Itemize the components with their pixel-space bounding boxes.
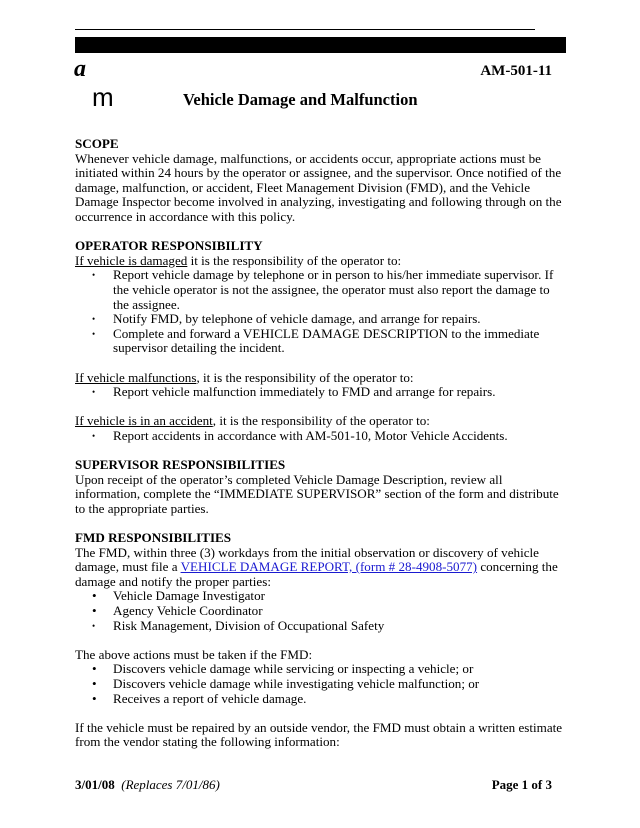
bullet-icon: • — [92, 661, 97, 677]
bullet-icon: • — [92, 675, 97, 691]
operator-section — [75, 239, 567, 443]
malfunction-lead: If vehicle malfunctions — [75, 369, 197, 385]
supervisor-section — [75, 458, 567, 516]
page-title: Vehicle Damage and Malfunction — [183, 90, 418, 109]
supervisor-text: Upon receipt of the operator’s completed Vehicle Damage Description, review all information, complete the “IMMEDIATE SUPERVISOR” section of the form and distribute to the appropriate parties. — [75, 471, 559, 516]
bullet-icon: • — [92, 603, 97, 618]
malfunction-rest: , it is the responsibility of the operator to: — [196, 369, 414, 385]
malfunction-intro — [75, 371, 567, 386]
actions-intro: The above actions must be taken if the FMD: — [75, 646, 313, 662]
damaged-intro — [75, 254, 567, 269]
bullet-icon: • — [92, 270, 96, 281]
list-item: • Risk Management, Division of Occupational Safety — [92, 617, 385, 633]
revision-date: 3/01/08 — [75, 777, 115, 792]
actions-list — [75, 662, 567, 706]
supervisor-heading: SUPERVISOR RESPONSIBILITIES — [75, 457, 286, 473]
list-item: • Discovers vehicle damage while servicing or inspecting a vehicle; or — [92, 661, 474, 677]
malfunction-list — [75, 385, 567, 400]
header-bar — [75, 37, 566, 53]
list-item: • Receives a report of vehicle damage. — [92, 690, 307, 706]
document-body — [75, 137, 567, 750]
list-item: • Notify FMD, by telephone of vehicle damage, and arrange for repairs. — [92, 311, 481, 327]
list-item: • Report vehicle damage by telephone or in person to his/her immediate supervisor. If the vehicle operator is not the assignee, the operator must also report the damage to the assignee. — [92, 267, 554, 312]
document-number: AM-501-11 — [480, 63, 552, 79]
logo-letter-a: a — [74, 56, 86, 82]
vehicle-damage-report-link[interactable]: VEHICLE DAMAGE REPORT, (form # 28-4908-5077) — [180, 559, 478, 575]
bullet-icon: • — [92, 588, 97, 604]
list-item: • Complete and forward a VEHICLE DAMAGE DESCRIPTION to the immediate supervisor detailing the incident. — [92, 325, 540, 356]
parties-list — [75, 589, 567, 633]
scope-section — [75, 137, 567, 225]
footer-date — [75, 777, 220, 793]
damaged-rest: it is the responsibility of the operator to: — [187, 252, 402, 268]
accident-intro — [75, 414, 567, 429]
damaged-list — [75, 268, 567, 356]
scope-text: Whenever vehicle damage, malfunctions, or accidents occur, appropriate actions must be initiated within 24 hours by the operator or assignee, and the supervisor. Once notified of the damage, malfunction, or accident, Fleet Management Division (FMD), and the Vehicle Damage Inspector become involved in analyzing, investigating and following through on the occurrence in accordance with this policy. — [75, 150, 562, 224]
damaged-lead: If vehicle is damaged — [75, 252, 188, 268]
operator-heading: OPERATOR RESPONSIBILITY — [75, 238, 263, 254]
replaces-note: (Replaces 7/01/86) — [121, 777, 220, 792]
bullet-icon: • — [92, 328, 96, 339]
fmd-section — [75, 531, 567, 750]
header-rule — [75, 29, 535, 30]
accident-rest: , it is the responsibility of the operator to: — [212, 413, 430, 429]
list-item: • Vehicle Damage Investigator — [92, 588, 265, 604]
accident-list — [75, 429, 567, 444]
bullet-icon: • — [92, 620, 96, 631]
accident-lead: If vehicle is in an accident — [75, 413, 213, 429]
fmd-heading: FMD RESPONSIBILITIES — [75, 530, 232, 546]
vendor-text: If the vehicle must be repaired by an outside vendor, the FMD must obtain a written estimate from the vendor stating the following information: — [75, 719, 563, 750]
fmd-text: The FMD, within three (3) workdays from the initial observation or discovery of vehicle damage, must file a VEHICLE DAMAGE REPORT, (form # 28-4908-5077) concerning the damage and notify the proper parties: — [75, 544, 558, 589]
bullet-icon: • — [92, 314, 96, 325]
scope-heading: SCOPE — [75, 136, 119, 151]
bullet-icon: • — [92, 430, 96, 441]
list-item: • Report vehicle malfunction immediately to FMD and arrange for repairs. — [92, 384, 496, 400]
logo-letter-m: m — [92, 82, 114, 112]
list-item: • Discovers vehicle damage while investigating vehicle malfunction; or — [92, 675, 480, 691]
page-number: Page 1 of 3 — [491, 777, 552, 792]
bullet-icon: • — [92, 387, 96, 398]
list-item: • Report accidents in accordance with AM-501-10, Motor Vehicle Accidents. — [92, 427, 508, 443]
list-item: • Agency Vehicle Coordinator — [92, 603, 263, 618]
bullet-icon: • — [92, 690, 97, 706]
